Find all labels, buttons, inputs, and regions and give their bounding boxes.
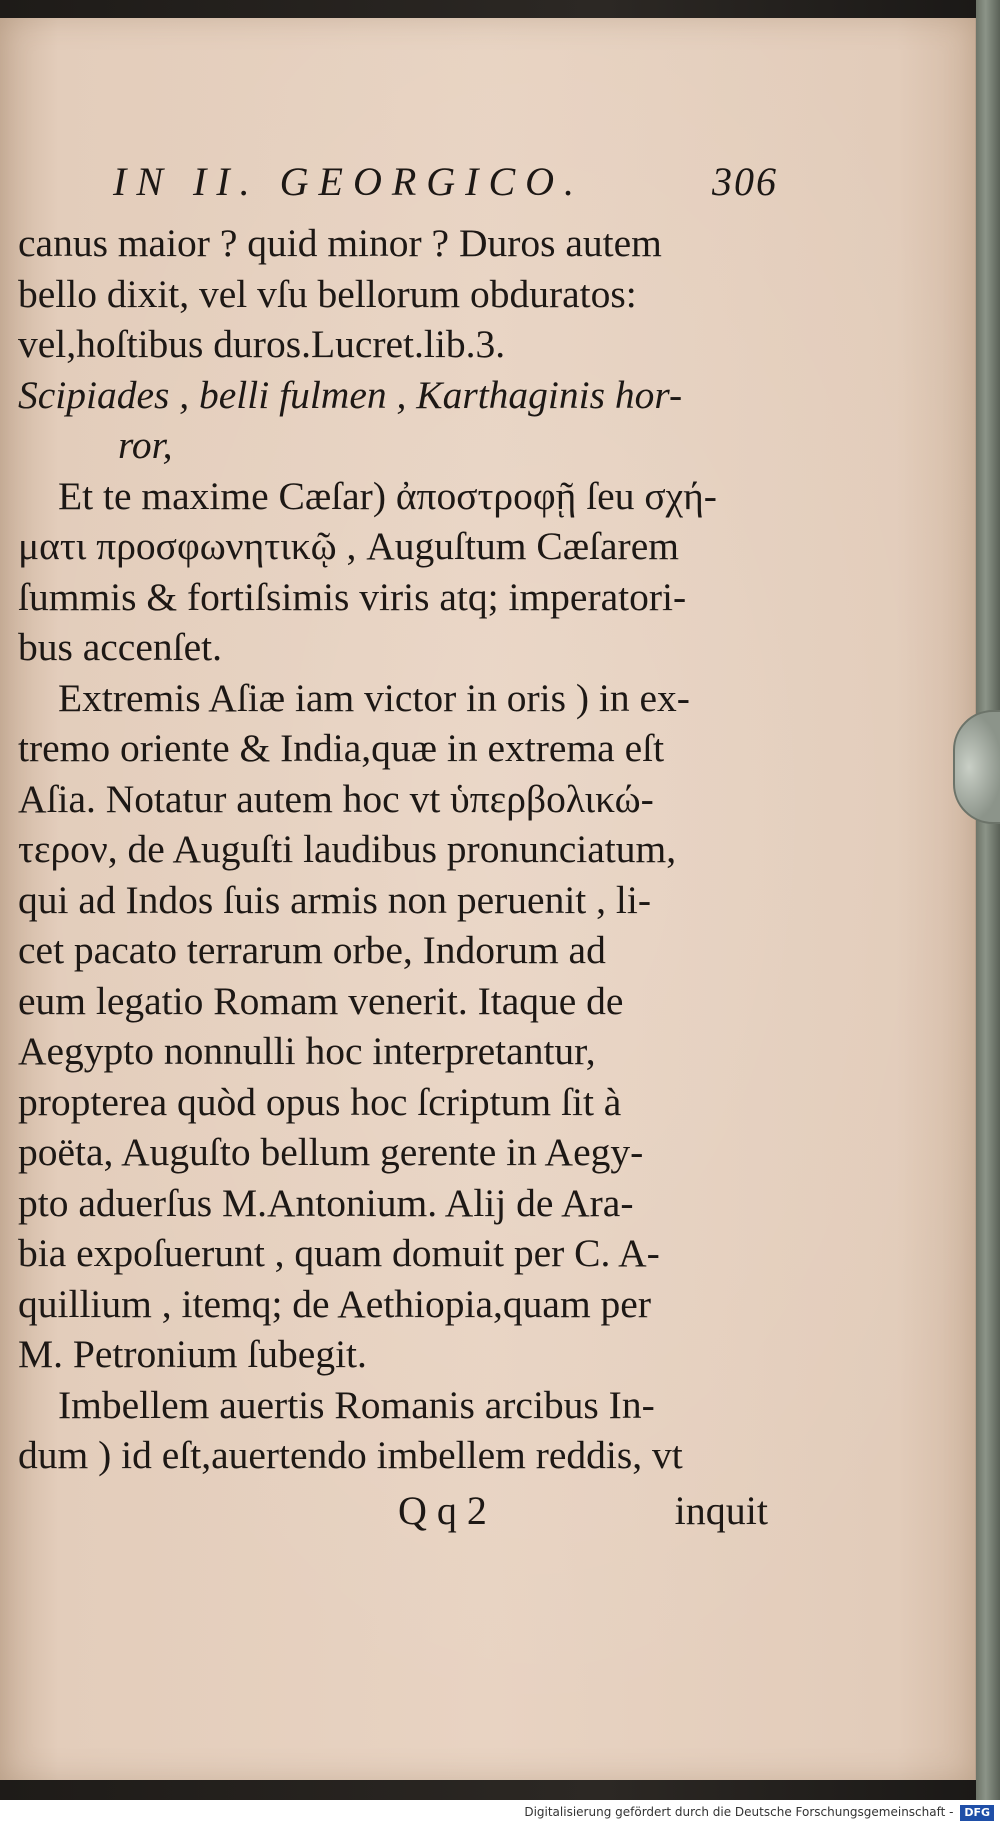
text-line: quillium , itemq; de Aethiopia,quam per [18,1281,651,1326]
text-line: vel,hoſtibus duros.Lucret.lib.3. [18,322,506,366]
running-head [113,158,778,218]
text-line: ματι προσφωνητικῷ , Auguſtum Cæſarem [18,524,679,568]
catchword-line [18,1487,778,1547]
text-line: bello dixit, vel vſu bellorum obduratos: [18,271,637,316]
text-line: canus maior ? quid minor ? Duros autem [18,221,662,265]
text-line: bia expoſuerunt , quam domuit per C. A- [18,1231,660,1275]
text-line: dum ) id eſt,auertendo imbellem reddis, vt [18,1433,683,1477]
text-body [18,218,778,1481]
text-line: cet pacato terrarum orbe, Indorum ad [18,928,606,972]
text-line: propterea quòd opus hoc ſcriptum ſit à [18,1079,622,1124]
text-line: Imbellem auertis Romanis arcibus In- [58,1382,655,1427]
signature-mark: Q q 2 [398,1487,487,1533]
text-line: Extremis Aſiæ iam victor in oris ) in ex- [58,675,690,720]
text-line: poëta, Auguſto bellum gerente in Aegy- [18,1130,644,1174]
text-line: τερον, de Auguſti laudibus pronunciatum, [18,827,677,871]
book-page [0,18,977,1780]
text-line: M. Petronium ſubegit. [18,1332,367,1376]
text-line: Scipiades , belli fulmen , Karthaginis hor- [18,372,683,417]
text-line: pto aduerſus M.Antonium. Alij de Ara- [18,1180,634,1225]
running-head-title: IN II. GEORGICO. [113,159,585,204]
digitization-footer [0,1800,1000,1825]
text-line: Aegypto nonnulli hoc interpretantur, [18,1029,596,1073]
text-line: ſummis & fortiſsimis viris atq; imperatori- [18,574,687,619]
text-line: tremo oriente & India,quæ in extrema eſt [18,726,665,770]
book-binding [976,0,1000,1800]
text-line: ror, [118,423,173,467]
clasp-icon [953,710,1000,824]
text-line: bus accenſet. [18,625,222,669]
dfg-logo-icon: DFG [960,1805,994,1821]
page-text [18,158,778,1547]
catchword: inquit [674,1487,768,1533]
page-number: 306 [712,159,778,204]
text-line: Et te maxime Cæſar) ἀποστροφῇ ſeu σχή- [58,473,717,518]
text-line: qui ad Indos ſuis armis non peruenit , li- [18,877,652,922]
text-line: Aſia. Notatur autem hoc vt ὑπερβολικώ- [18,776,654,821]
text-line: eum legatio Romam venerit. Itaque de [18,978,624,1023]
footer-credit: Digitalisierung gefördert durch die Deutsche Forschungsgemeinschaft - [524,1805,954,1819]
